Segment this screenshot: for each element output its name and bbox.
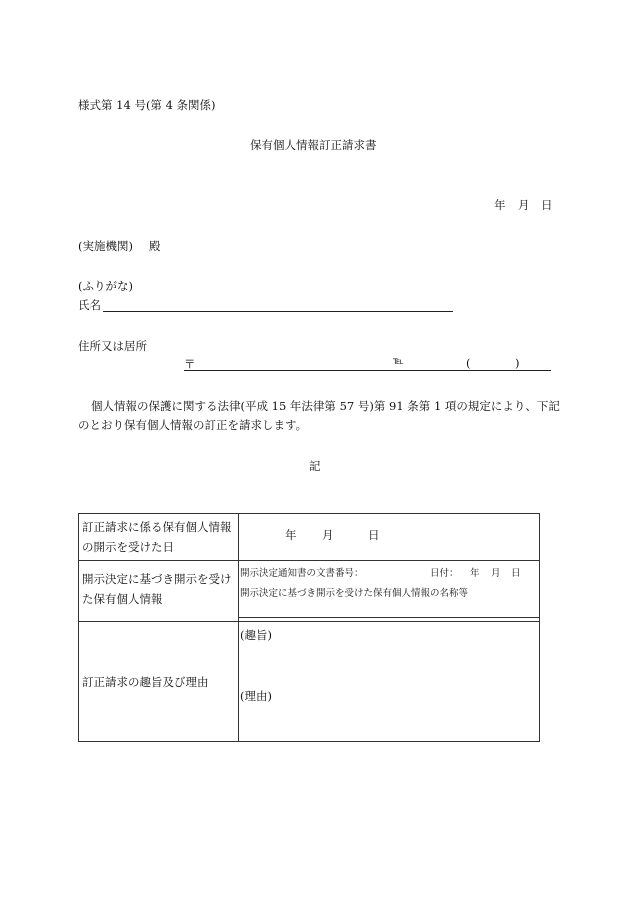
disclosure-date-label-line1: 訂正請求に係る保有個人情報 <box>82 520 232 534</box>
addressee-honorific: 殿 <box>149 239 161 253</box>
disclosure-date-value-cell[interactable] <box>239 514 540 561</box>
address-label: 住所又は居所 <box>78 339 147 353</box>
disclosed-info-name-label: 開示決定に基づき開示を受けた保有個人情報の名称等 <box>240 588 469 599</box>
row1-month: 月 <box>322 528 334 542</box>
disclosed-info-label-line2: た保有個人情報 <box>82 592 163 606</box>
row1-year: 年 <box>285 528 297 542</box>
disclosed-info-label-line1: 開示決定に基づき開示を受け <box>82 572 232 586</box>
tel-mark: ℡ <box>393 356 404 367</box>
row2-month: 月 <box>491 568 501 579</box>
disclosure-date-label-cell <box>79 514 239 561</box>
row2-day: 日 <box>511 568 521 579</box>
body-text-line1: 個人情報の保護に関する法律(平成 15 年法律第 57 号)第 91 条第 1 項の規定により、下記 <box>91 399 560 413</box>
purpose-reason-value-cell[interactable] <box>239 622 540 742</box>
reason-label: (理由) <box>240 689 272 703</box>
purpose-reason-label: 訂正請求の趣旨及び理由 <box>82 674 209 689</box>
disclosed-info-value-cell[interactable] <box>239 561 540 622</box>
row1-day: 日 <box>368 528 380 542</box>
request-table <box>78 513 540 742</box>
row2-double-line <box>239 617 539 621</box>
table-row <box>79 622 540 742</box>
date-month: 月 <box>518 198 530 212</box>
row2-date-label: 日付： <box>430 568 459 579</box>
form-title: 保有個人情報訂正請求書 <box>250 138 377 152</box>
table-row <box>79 561 540 622</box>
date-day: 日 <box>541 198 553 212</box>
purpose-label: (趣旨) <box>240 628 272 642</box>
paren-open: ( <box>466 356 471 370</box>
ki-mark: 記 <box>309 459 321 473</box>
disclosure-date-label-line2: の開示を受けた日 <box>82 540 174 554</box>
furigana-label: (ふりがな) <box>78 279 133 293</box>
paren-close: ) <box>515 356 520 370</box>
table-row <box>79 514 540 561</box>
disclosed-info-label-cell <box>79 561 239 622</box>
date-year: 年 <box>494 198 506 212</box>
addressee-org: (実施機関) <box>78 239 133 253</box>
address-field-line[interactable] <box>184 370 551 371</box>
name-label: 氏名 <box>78 298 101 312</box>
name-field-line[interactable] <box>103 311 453 312</box>
purpose-reason-label-cell <box>79 622 239 742</box>
row2-year: 年 <box>470 568 480 579</box>
form-number: 様式第 14 号(第 4 条関係) <box>78 98 216 112</box>
body-text-line2: のとおり保有個人情報の訂正を請求します。 <box>78 418 308 432</box>
postal-mark: 〒 <box>184 357 196 371</box>
doc-number-label: 開示決定通知書の文書番号： <box>240 568 364 579</box>
